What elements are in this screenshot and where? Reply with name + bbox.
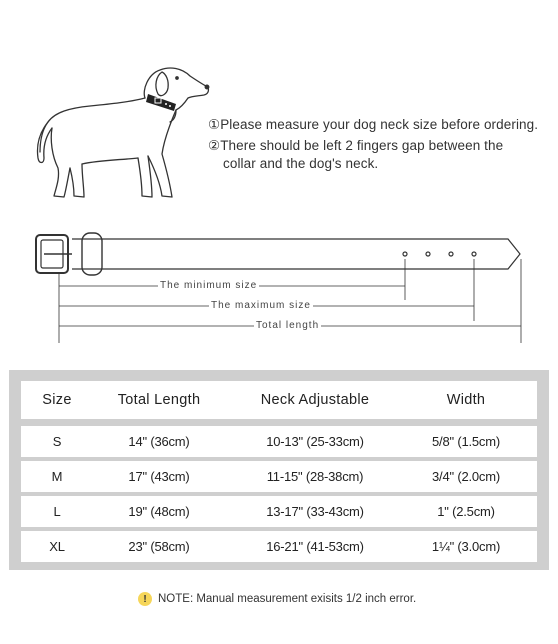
cell-size: XL	[49, 539, 65, 554]
collar-on-dog	[146, 94, 176, 111]
cell-total-length: 19" (48cm)	[128, 504, 190, 519]
cell-total-length: 23" (58cm)	[128, 539, 190, 554]
collar-hole	[403, 252, 407, 256]
cell-width: 5/8" (1.5cm)	[432, 434, 500, 449]
cell-size: L	[53, 504, 61, 519]
cell-size: S	[52, 434, 62, 449]
table-row	[21, 496, 537, 527]
collar-hole	[426, 252, 430, 256]
table-row	[21, 461, 537, 492]
cell-width: 1" (2.5cm)	[437, 504, 495, 519]
cell-total-length: 17" (43cm)	[128, 469, 190, 484]
warning-icon: !	[138, 592, 152, 606]
header-neck-adjustable: Neck Adjustable	[260, 392, 370, 408]
table-row	[21, 531, 537, 562]
dog-illustration	[30, 60, 220, 210]
instruction-gap: ②There should be left 2 fingers gap between the	[208, 138, 504, 153]
size-table	[9, 370, 549, 570]
minimum-size-label: The minimum size	[160, 280, 258, 291]
collar-hole	[449, 252, 453, 256]
instruction-measure: ①Please measure your dog neck size before ordering.	[208, 117, 539, 132]
cell-width: 1¼" (3.0cm)	[431, 539, 501, 554]
table-header-row	[21, 381, 537, 419]
cell-neck-adjustable: 16-21" (41-53cm)	[266, 539, 364, 554]
total-length-label: Total length	[256, 320, 320, 331]
header-width: Width	[446, 392, 486, 408]
cell-neck-adjustable: 10-13" (25-33cm)	[266, 434, 364, 449]
cell-size: M	[51, 469, 63, 484]
cell-neck-adjustable: 11-15" (28-38cm)	[266, 469, 364, 484]
cell-total-length: 14" (36cm)	[128, 434, 190, 449]
collar-hole	[472, 252, 476, 256]
header-size: Size	[42, 392, 72, 408]
measurement-note	[138, 592, 416, 606]
instruction-gap-cont: collar and the dog's neck.	[223, 156, 379, 171]
maximum-size-label: The maximum size	[211, 300, 311, 311]
note-text: NOTE: Manual measurement exisits 1/2 inch error.	[158, 593, 417, 605]
header-total-length: Total Length	[117, 392, 201, 408]
cell-neck-adjustable: 13-17" (33-43cm)	[266, 504, 364, 519]
table-row	[21, 426, 537, 457]
cell-width: 3/4" (2.0cm)	[432, 469, 500, 484]
